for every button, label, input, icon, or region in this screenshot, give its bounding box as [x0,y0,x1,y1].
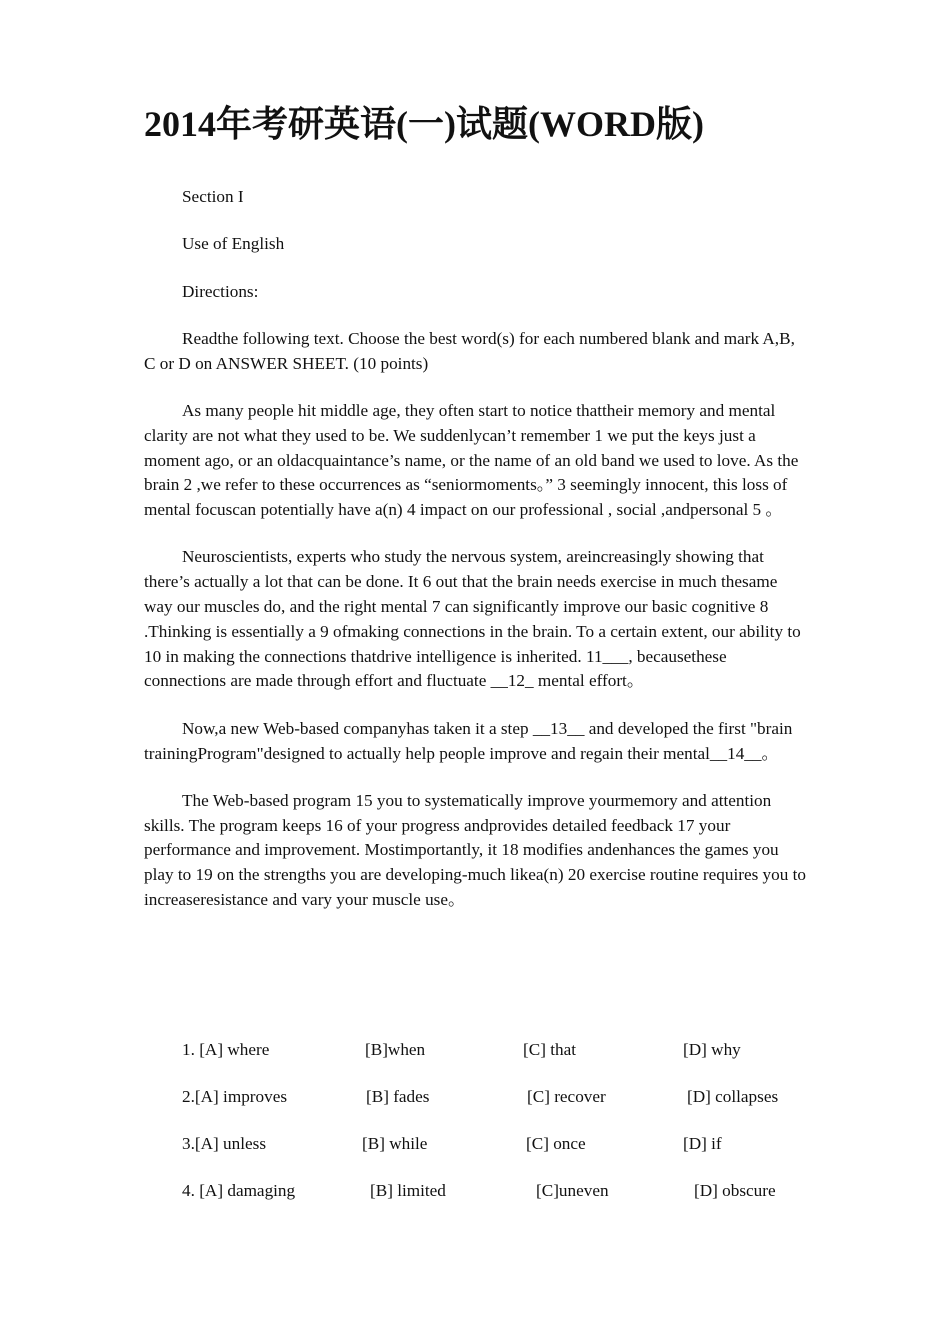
option-2a: 2.[A] improves [182,1087,288,1106]
document-body [144,185,810,935]
passage-paragraph-3: Now,a new Web-based companyhas taken it a step __13__ and developed the first "brain trainingProgram"designed to actually help people improve and regain their mental__14__。 [144,718,793,763]
option-2d: [D] collapses [687,1087,779,1106]
document-title: 2014年考研英语(一)试题(WORD版) [144,104,704,144]
option-4c: [C]uneven [536,1181,609,1200]
option-2b: [B] fades [366,1087,430,1106]
passage-paragraph-4: The Web-based program 15 you to systematically improve yourmemory and attention skills. The program keeps 16 of your progress andprovides detailed feedback 17 your performance and improvement. Mostimportantly, it 18 modifies andenhances the games you play to 19 on the strengths you are developing-much likea(n) 20 exercise routine requires you to increaseresistance and vary your muscle use。 [144,790,807,910]
option-1c: [C] that [523,1040,576,1059]
section-heading: Section I [182,187,244,206]
option-2c: [C] recover [527,1087,606,1106]
option-1b: [B]when [365,1040,426,1059]
directions-label: Directions: [182,281,259,301]
option-4d: [D] obscure [694,1181,776,1200]
passage-paragraph-1: As many people hit middle age, they often start to notice thattheir memory and mental clarity are not what they used to be. We suddenlycan’t remember 1 we put the keys just a moment ago, or an oldacquaintance’s name, or the name of an old band we used to love. As the brain 2 ,we refer to these occurrences as “seniormoments。” 3 seemingly innocent, this loss of mental focuscan potentially have a(n) 4 impact on our professional , social ,andpersonal 5 。 [144,400,799,520]
option-3d: [D] if [683,1134,722,1153]
passage-paragraph-2: Neuroscientists, experts who study the nervous system, areincreasingly showing that there’s actually a lot that can be done. It 6 out that the brain needs exercise in much thesame way our muscles do, and the right mental 7 can significantly improve our basic cognitive 8 .Thinking is essentially a 9 ofmaking connections in the brain. To a certain extent, our ability to 10 in making the connections thatdrive intelligence is inherited. 11___, becausethese connections are made through effort and fluctuate __12_ mental effort。 [144,547,801,691]
option-3b: [B] while [362,1134,428,1153]
option-4a: 4. [A] damaging [182,1181,296,1200]
option-3a: 3.[A] unless [182,1134,267,1153]
option-4b: [B] limited [370,1181,446,1200]
option-1d: [D] why [683,1040,741,1059]
option-1a: 1. [A] where [182,1040,270,1059]
directions-text: Readthe following text. Choose the best word(s) for each numbered blank and mark A,B, C or D on ANSWER SHEET. (10 points) [144,328,795,373]
option-3c: [C] once [526,1134,586,1153]
part-heading: Use of English [182,234,285,254]
